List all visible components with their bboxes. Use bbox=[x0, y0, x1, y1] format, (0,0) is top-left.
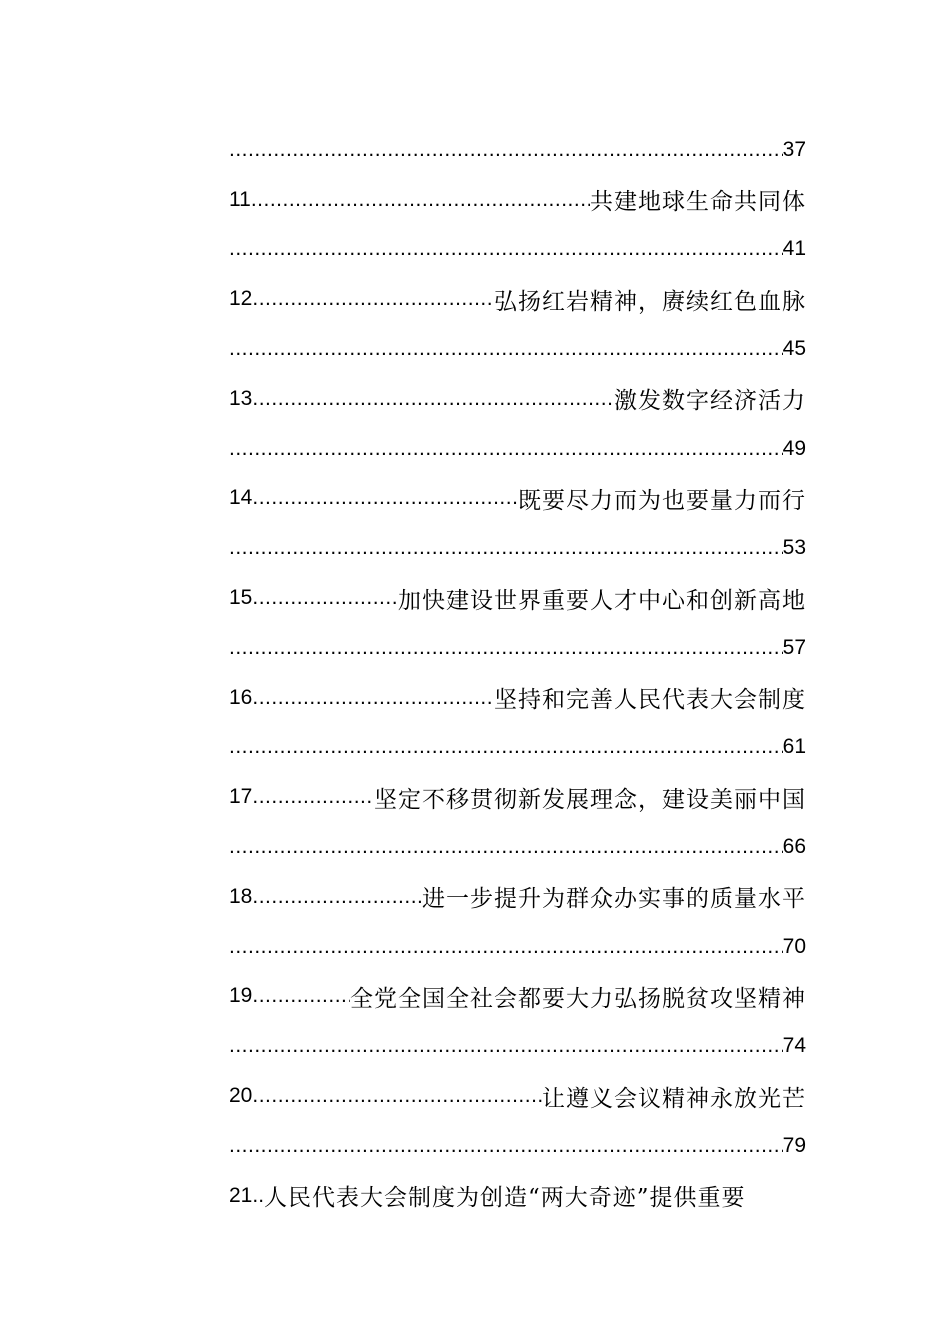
dot-leader bbox=[252, 1084, 542, 1108]
toc-page-number: 49 bbox=[782, 436, 806, 460]
toc-entry-number: 12 bbox=[229, 287, 253, 311]
toc-entry[interactable] bbox=[229, 972, 806, 1022]
toc-page-number: 45 bbox=[782, 337, 806, 361]
toc-page-number: 41 bbox=[782, 237, 806, 261]
toc-page-number: 37 bbox=[782, 137, 806, 161]
toc-entry-title: 既要尽力而为也要量力而行 bbox=[518, 487, 806, 514]
toc-page-number: 79 bbox=[782, 1133, 806, 1157]
dot-leader bbox=[229, 138, 783, 162]
toc-page-number: 61 bbox=[782, 735, 806, 759]
toc-entry[interactable] bbox=[229, 274, 806, 324]
dot-leader bbox=[252, 586, 398, 610]
toc-entry-title: 弘扬红岩精神，赓续红色血脉 bbox=[494, 288, 806, 315]
toc-entry-number: 14 bbox=[229, 486, 253, 510]
dot-leader bbox=[229, 735, 783, 759]
toc-entry[interactable] bbox=[229, 872, 806, 922]
toc-entry-number: 17 bbox=[229, 785, 253, 809]
dot-leader bbox=[252, 486, 518, 510]
toc-entry-title: 坚持和完善人民代表大会制度 bbox=[494, 687, 806, 714]
toc-entry-title: 激发数字经济活力 bbox=[614, 388, 806, 415]
dot-leader bbox=[252, 686, 494, 710]
toc-entry-number: 11 bbox=[229, 187, 251, 211]
dot-leader bbox=[229, 1134, 783, 1158]
toc-page-number: 74 bbox=[782, 1034, 806, 1058]
dot-leader bbox=[252, 287, 494, 311]
toc-entry[interactable] bbox=[229, 772, 806, 822]
toc-entry-number: 21 bbox=[229, 1183, 253, 1207]
toc-entry-title: 加快建设世界重要人才中心和创新高地 bbox=[398, 587, 806, 614]
toc-page-line bbox=[229, 723, 806, 773]
toc-page-line bbox=[229, 1121, 806, 1171]
toc-entry[interactable] bbox=[229, 1071, 806, 1121]
dot-leader bbox=[252, 885, 422, 909]
toc-page-line bbox=[229, 623, 806, 673]
toc-entry-separator: .. bbox=[252, 1183, 265, 1207]
dot-leader bbox=[252, 785, 374, 809]
toc-page-number: 70 bbox=[782, 934, 806, 958]
toc-page-line bbox=[229, 922, 806, 972]
dot-leader bbox=[229, 636, 783, 660]
toc-entry-number: 18 bbox=[229, 884, 253, 908]
dot-leader bbox=[229, 337, 783, 361]
toc-entry[interactable] bbox=[229, 374, 806, 424]
toc-entry-title: 人民代表大会制度为创造“两大奇迹”提供重要 bbox=[264, 1185, 746, 1212]
dot-leader bbox=[229, 237, 783, 261]
toc-entry-number: 16 bbox=[229, 685, 253, 709]
toc-entry[interactable] bbox=[229, 573, 806, 623]
toc-page-line bbox=[229, 324, 806, 374]
toc-entry[interactable] bbox=[229, 474, 806, 524]
dot-leader bbox=[252, 984, 350, 1008]
toc-page-number: 57 bbox=[782, 635, 806, 659]
dot-leader bbox=[251, 188, 590, 212]
toc-entry-number: 19 bbox=[229, 984, 253, 1008]
toc-page-line bbox=[229, 523, 806, 573]
toc-entry-title: 全党全国全社会都要大力弘扬脱贫攻坚精神 bbox=[350, 985, 806, 1012]
toc-entry-number: 15 bbox=[229, 586, 253, 610]
toc-entry-number: 20 bbox=[229, 1084, 253, 1108]
dot-leader bbox=[252, 387, 614, 411]
toc-entry[interactable] bbox=[229, 175, 806, 225]
toc-entry-title: 进一步提升为群众办实事的质量水平 bbox=[422, 886, 806, 913]
toc-page-line bbox=[229, 424, 806, 474]
toc-page-line bbox=[229, 225, 806, 275]
toc-entry-title: 共建地球生命共同体 bbox=[590, 189, 806, 216]
toc-page-number: 53 bbox=[782, 536, 806, 560]
dot-leader bbox=[229, 437, 783, 461]
dot-leader bbox=[229, 1034, 783, 1058]
toc-entry[interactable] bbox=[229, 1171, 806, 1221]
toc-entry-title: 让遵义会议精神永放光芒 bbox=[542, 1085, 806, 1112]
dot-leader bbox=[229, 536, 783, 560]
toc-page-line bbox=[229, 822, 806, 872]
toc-page-number: 66 bbox=[782, 835, 806, 859]
toc-entry-number: 13 bbox=[229, 386, 253, 410]
toc-entry[interactable] bbox=[229, 673, 806, 723]
toc-page-line bbox=[229, 1021, 806, 1071]
dot-leader bbox=[229, 835, 783, 859]
toc-entry-title: 坚定不移贯彻新发展理念，建设美丽中国 bbox=[374, 786, 806, 813]
dot-leader bbox=[229, 935, 783, 959]
toc-page-line bbox=[229, 125, 806, 175]
table-of-contents bbox=[229, 125, 806, 1221]
